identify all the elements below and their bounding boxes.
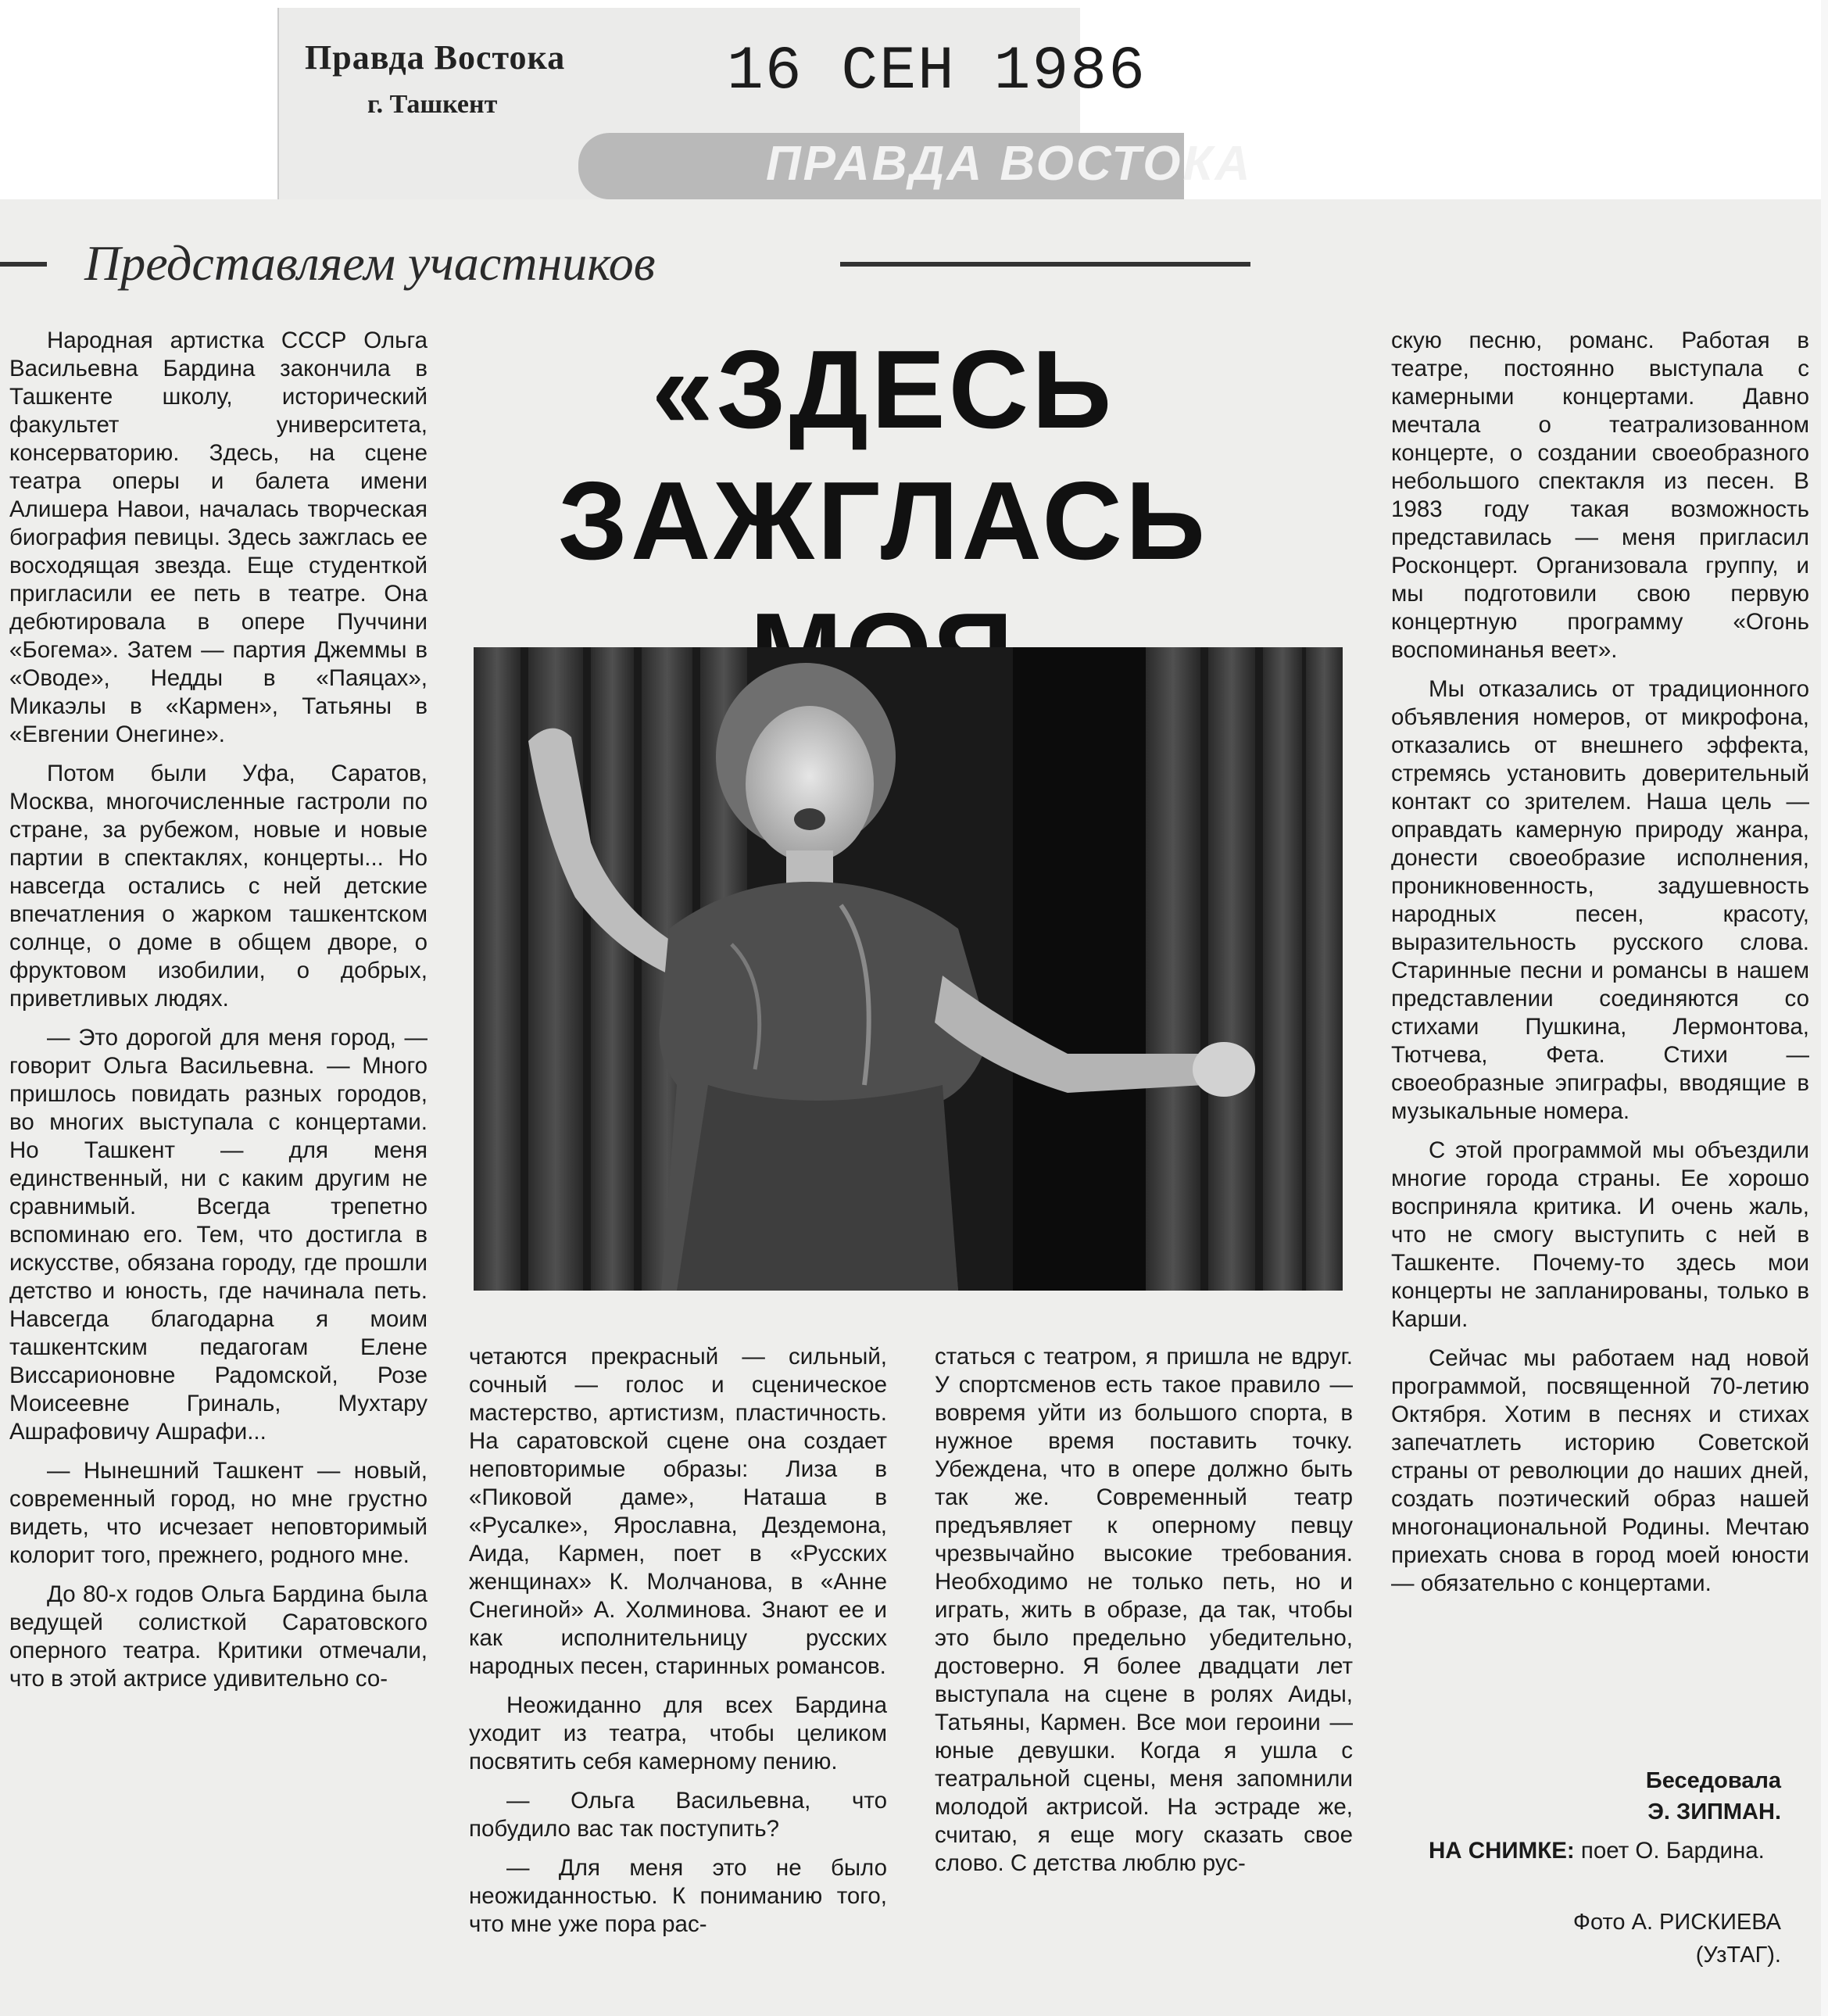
interviewer-name: Э. ЗИПМАН. [1647,1799,1781,1824]
paragraph: скую песню, романс. Работая в театре, постоянно выступала с камерными концертами. Давно мечтала о театрализованном концерте, о создании своеобразного небольшого спектакля из песен. В 1983 году такая возможность представилась — меня пригласил Росконцерт. Организовала группу, и мы подготовили свою первую концертную программу «Огонь воспоминанья веет». [1391,328,1809,663]
rubric-rule-left [0,262,47,267]
paragraph: четаются прекрасный — сильный, сочный — голос и сценическое мастерство, артистизм, пластичность. На саратовской сцене она создает неповторимые образы: Лиза в «Пиковой даме», Наташа в «Русалке», Ярославна, Дездемона, Аида, Кармен, поет в «Русских женщинах» К. Молчанова, в «Анне Снегиной» А. Холминова. Знают ее и как исполнительницу русских народных песен, старинных романсов. [469,1344,887,1679]
paragraph: — Для меня это не было неожиданностью. К пониманию того, что мне уже пора рас- [469,1855,887,1937]
masthead: ПРАВДА ВОСТОКА [766,137,1253,191]
paragraph: Сейчас мы работаем над новой программой, посвященной 70-летию Октября. Хотим в песнях и стихах запечатлеть историю Советской страны от революции до наших дней, создать поэтический образ нашей многонациональной Родины. Мечтаю приехать снова в город моей юности — обязательно с концертами. [1391,1345,1809,1596]
paragraph: — Ольга Васильевна, что побудило вас так поступить? [469,1788,887,1842]
paragraph: Народная артистка СССР Ольга Васильевна Бардина закончила в Ташкенте школу, исторический факультет университета, консерваторию. Здесь, на сцене театра оперы и балета имени Алишера Навои, началась творческая биография певицы. Здесь зажглась ее восходящая звезда. Еще студенткой пригласили ее петь в театре. Она дебютировала в опере Пуччини «Богема». Затем — партия Джеммы в «Оводе», Недды в «Паяцах», Микаэлы в «Кармен», Татьяны в «Евгении Онегине». [9,328,427,747]
stamp-newspaper-name: Правда Востока [305,38,566,77]
paragraph: Неожиданно для всех Бардина уходит из театра, чтобы целиком посвятить себя камерному пению. [469,1692,887,1774]
singer-photo-illustration [474,647,1343,1291]
stamp-city: г. Ташкент [367,90,498,119]
paragraph: Потом были Уфа, Саратов, Москва, многочисленные гастроли по стране, за рубежом, новые и новые партии в спектаклях, концерты... Но навсегда остались с ней детские впечатления о жарком ташкентском солнце, о доме в общем дворе, о фруктовом изобилии, о добрых, приветливых людях. [9,761,427,1012]
paragraph: статься с театром, я пришла не вдруг. У спортсменов есть такое правило — вовремя уйти из большого спорта, в нужное время поставить точку. Убеждена, что в опере должно быть так же. Современный театр предъявляет к оперному певцу чрезвычайно высокие требования. Необходимо не только петь, но и играть, жить в образе, да так, чтобы это было предельно убедительно, достоверно. Я более двадцати лет выступала на сцене в ролях Аиды, Татьяны, Кармен. Все мои героини — юные девушки. Когда я ушла с театральной сцены, меня запомнили молодой актрисой. На эстраде же, считаю, я еще могу сказать свое слово. С детства люблю рус- [935,1344,1353,1876]
interviewer-label: Беседовала [1645,1768,1781,1793]
article-column-2 [469,1343,887,1939]
article-column-4 [1391,327,1809,1598]
paragraph: Мы отказались от традиционного объявления номеров, от микрофона, отказались от внешнего эффекта, стремясь установить доверительный контакт со зрителем. Наша цель — оправдать камерную природу жанра, донести своеобразие исполнения, проникновенность, задушевность народных песен, красоту, выразительность русского слова. Старинные песни и романсы в нашем представлении соединяются со стихами Пушкина, Лермонтова, Тютчева, Фета. Стихи — своеобразные эпиграфы, вводящие в музыкальные номера. [1391,676,1809,1124]
paragraph: До 80-х годов Ольга Бардина была ведущей солисткой Саратовского оперного театра. Критики отмечали, что в этой актрисе удивительно со- [9,1581,427,1692]
photo-agency: (УзТАГ). [1695,1943,1781,1968]
article-column-1 [9,327,427,1693]
rubric-rule-right [840,262,1250,267]
article-column-3 [935,1343,1353,1878]
headline-line-1: «ЗДЕСЬ ЗАЖГЛАСЬ [557,328,1209,583]
paragraph: — Это дорогой для меня город, — говорит Ольга Васильевна. — Много пришлось повидать разных городов, во многих выступала с концертами. Но Ташкент — для меня единственный, ни с каким другим не сравнимый. Всегда трепетно вспоминаю его. Тем, что достигла в искусстве, обязана городу, где прошли детство и юность, где начинала петь. Навсегда благодарна я моим ташкентским педагогам Елене Виссарионовне Радомской, Розе Моисеевне Гриналь, Мухтару Ашрафовичу Ашрафи... [9,1025,427,1445]
performer-photo [474,647,1343,1291]
stamp-date: 16 СЕН 1986 [727,38,1147,106]
page-edge [1821,0,1828,2016]
caption-label: НА СНИМКЕ: [1429,1838,1575,1864]
caption-text: поет О. Бардина. [1580,1838,1765,1864]
photo-caption [1391,1837,1809,1865]
paragraph: — Нынешний Ташкент — новый, современный город, но мне грустно видеть, что исчезает неповторимый колорит того, прежнего, родного мне. [9,1458,427,1568]
rubric: Представляем участников [84,235,656,291]
photo-credit: Фото А. РИСКИЕВА [1572,1910,1781,1935]
paragraph: С этой программой мы объездили многие города страны. Ее хорошо восприняла критика. И очень жаль, что не смогу выступить с ней в Ташкенте. Почему-то здесь мои концерты не запланированы, только в Карши. [1391,1137,1809,1332]
